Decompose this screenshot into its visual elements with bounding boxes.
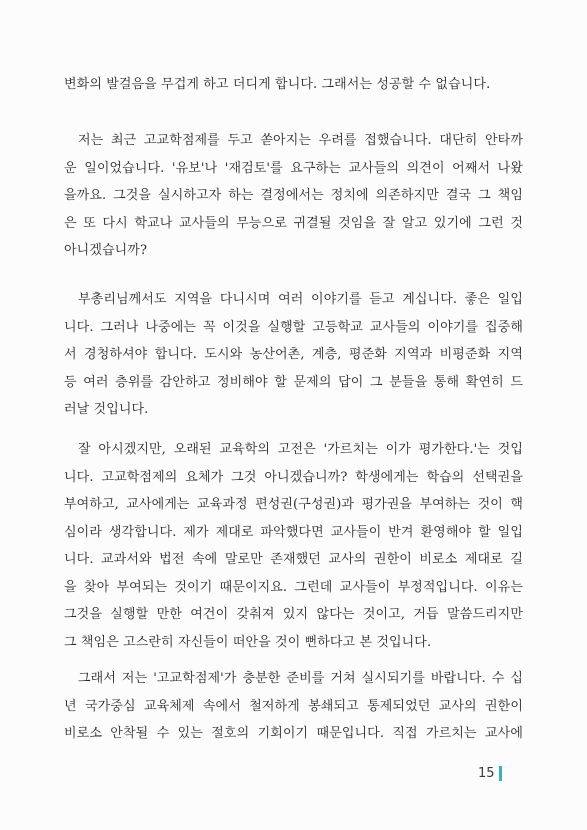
paragraph-line: 부여하고, 교사에게는 교육과정 편성권(구성권)과 평가권을 부여하는 것이 핵 <box>64 497 523 512</box>
paragraph-1 <box>64 71 523 99</box>
page-number: 15 <box>478 766 495 781</box>
paragraph-line: 서 경청하셔야 합니다. 도시와 농산어촌, 계층, 평준화 지역과 비평준화 지역 <box>64 347 523 362</box>
paragraph-5 <box>64 665 523 748</box>
paragraph-line: 그것을 실행할 만한 여건이 갖춰져 있지 않다는 것이고, 거듭 말씀드리지만 <box>64 607 523 622</box>
paragraph-4 <box>64 436 523 656</box>
paragraph-line: 그래서 저는 '고교학점제'가 충분한 준비를 거쳐 실시되기를 바랍니다. 수 십 <box>78 671 523 686</box>
paragraph-line: 저는 최근 고교학점제를 두고 쏟아지는 우려를 접했습니다. 대단히 안타까 <box>78 133 523 148</box>
paragraph-line: 그 책임은 고스란히 자신들이 떠안을 것이 뻔하다고 본 것입니다. <box>64 634 432 650</box>
paragraph-line: 은 또 다시 학교나 교사들의 무능으로 귀결될 것임을 잘 알고 있기에 그런 것 <box>64 215 523 231</box>
paragraph-line: 을 찾아 부여되는 것이기 때문이지요. 그런데 교사들이 부정적입니다. 이유는 <box>64 579 523 595</box>
paragraph-line: 비로소 안착될 수 있는 절호의 기회이기 때문입니다. 직접 가르치는 교사에 <box>64 726 523 741</box>
paragraph-line: 운 일이었습니다. '유보'나 '재검토'를 요구하는 교사들의 의견이 어째서 나왔 <box>64 160 523 176</box>
paragraph-line: 잘 아시겠지만, 오래된 교육학의 고전은 '가르치는 이가 평가한다.'는 것입 <box>78 442 523 457</box>
paragraph-line: 년 국가중심 교육체제 속에서 철저하게 봉쇄되고 통제되었던 교사의 권한이 <box>64 698 523 714</box>
paragraph-line: 니다. 그러나 나중에는 꼭 이것을 실행할 고등학교 교사들의 이야기를 집중해 <box>64 319 523 335</box>
paragraph-line: 변화의 발걸음을 무겁게 하고 더디게 합니다. 그래서는 성공할 수 없습니다. <box>64 77 491 92</box>
paragraph-line: 을까요. 그것을 실시하고자 하는 결정에서는 정치에 의존하지만 결국 그 책임 <box>64 188 523 203</box>
paragraph-line: 니다. 교과서와 법전 속에 말로만 존재했던 교사의 권한이 비로소 제대로 길 <box>64 552 523 567</box>
page-footer <box>478 766 502 781</box>
paragraph-line: 부총리님께서도 지역을 다니시며 여러 이야기를 듣고 계십니다. 좋은 일입 <box>78 292 523 307</box>
paragraph-line: 아니겠습니까? <box>64 243 148 258</box>
paragraph-3 <box>64 286 523 424</box>
paragraph-2 <box>64 127 523 265</box>
paragraph-line: 등 여러 층위를 감안하고 정비해야 할 문제의 답이 그 분들을 통해 확연히 드 <box>64 374 523 390</box>
paragraph-line: 러날 것입니다. <box>64 402 149 417</box>
paragraph-line: 니다. 고교학점제의 요체가 그것 아니겠습니까? 학생에게는 학습의 선택권을 <box>64 469 523 485</box>
page-marker-bar <box>499 766 502 781</box>
paragraph-line: 심이라 생각합니다. 제가 제대로 파악했다면 교사들이 반겨 환영해야 할 일입 <box>64 524 523 540</box>
